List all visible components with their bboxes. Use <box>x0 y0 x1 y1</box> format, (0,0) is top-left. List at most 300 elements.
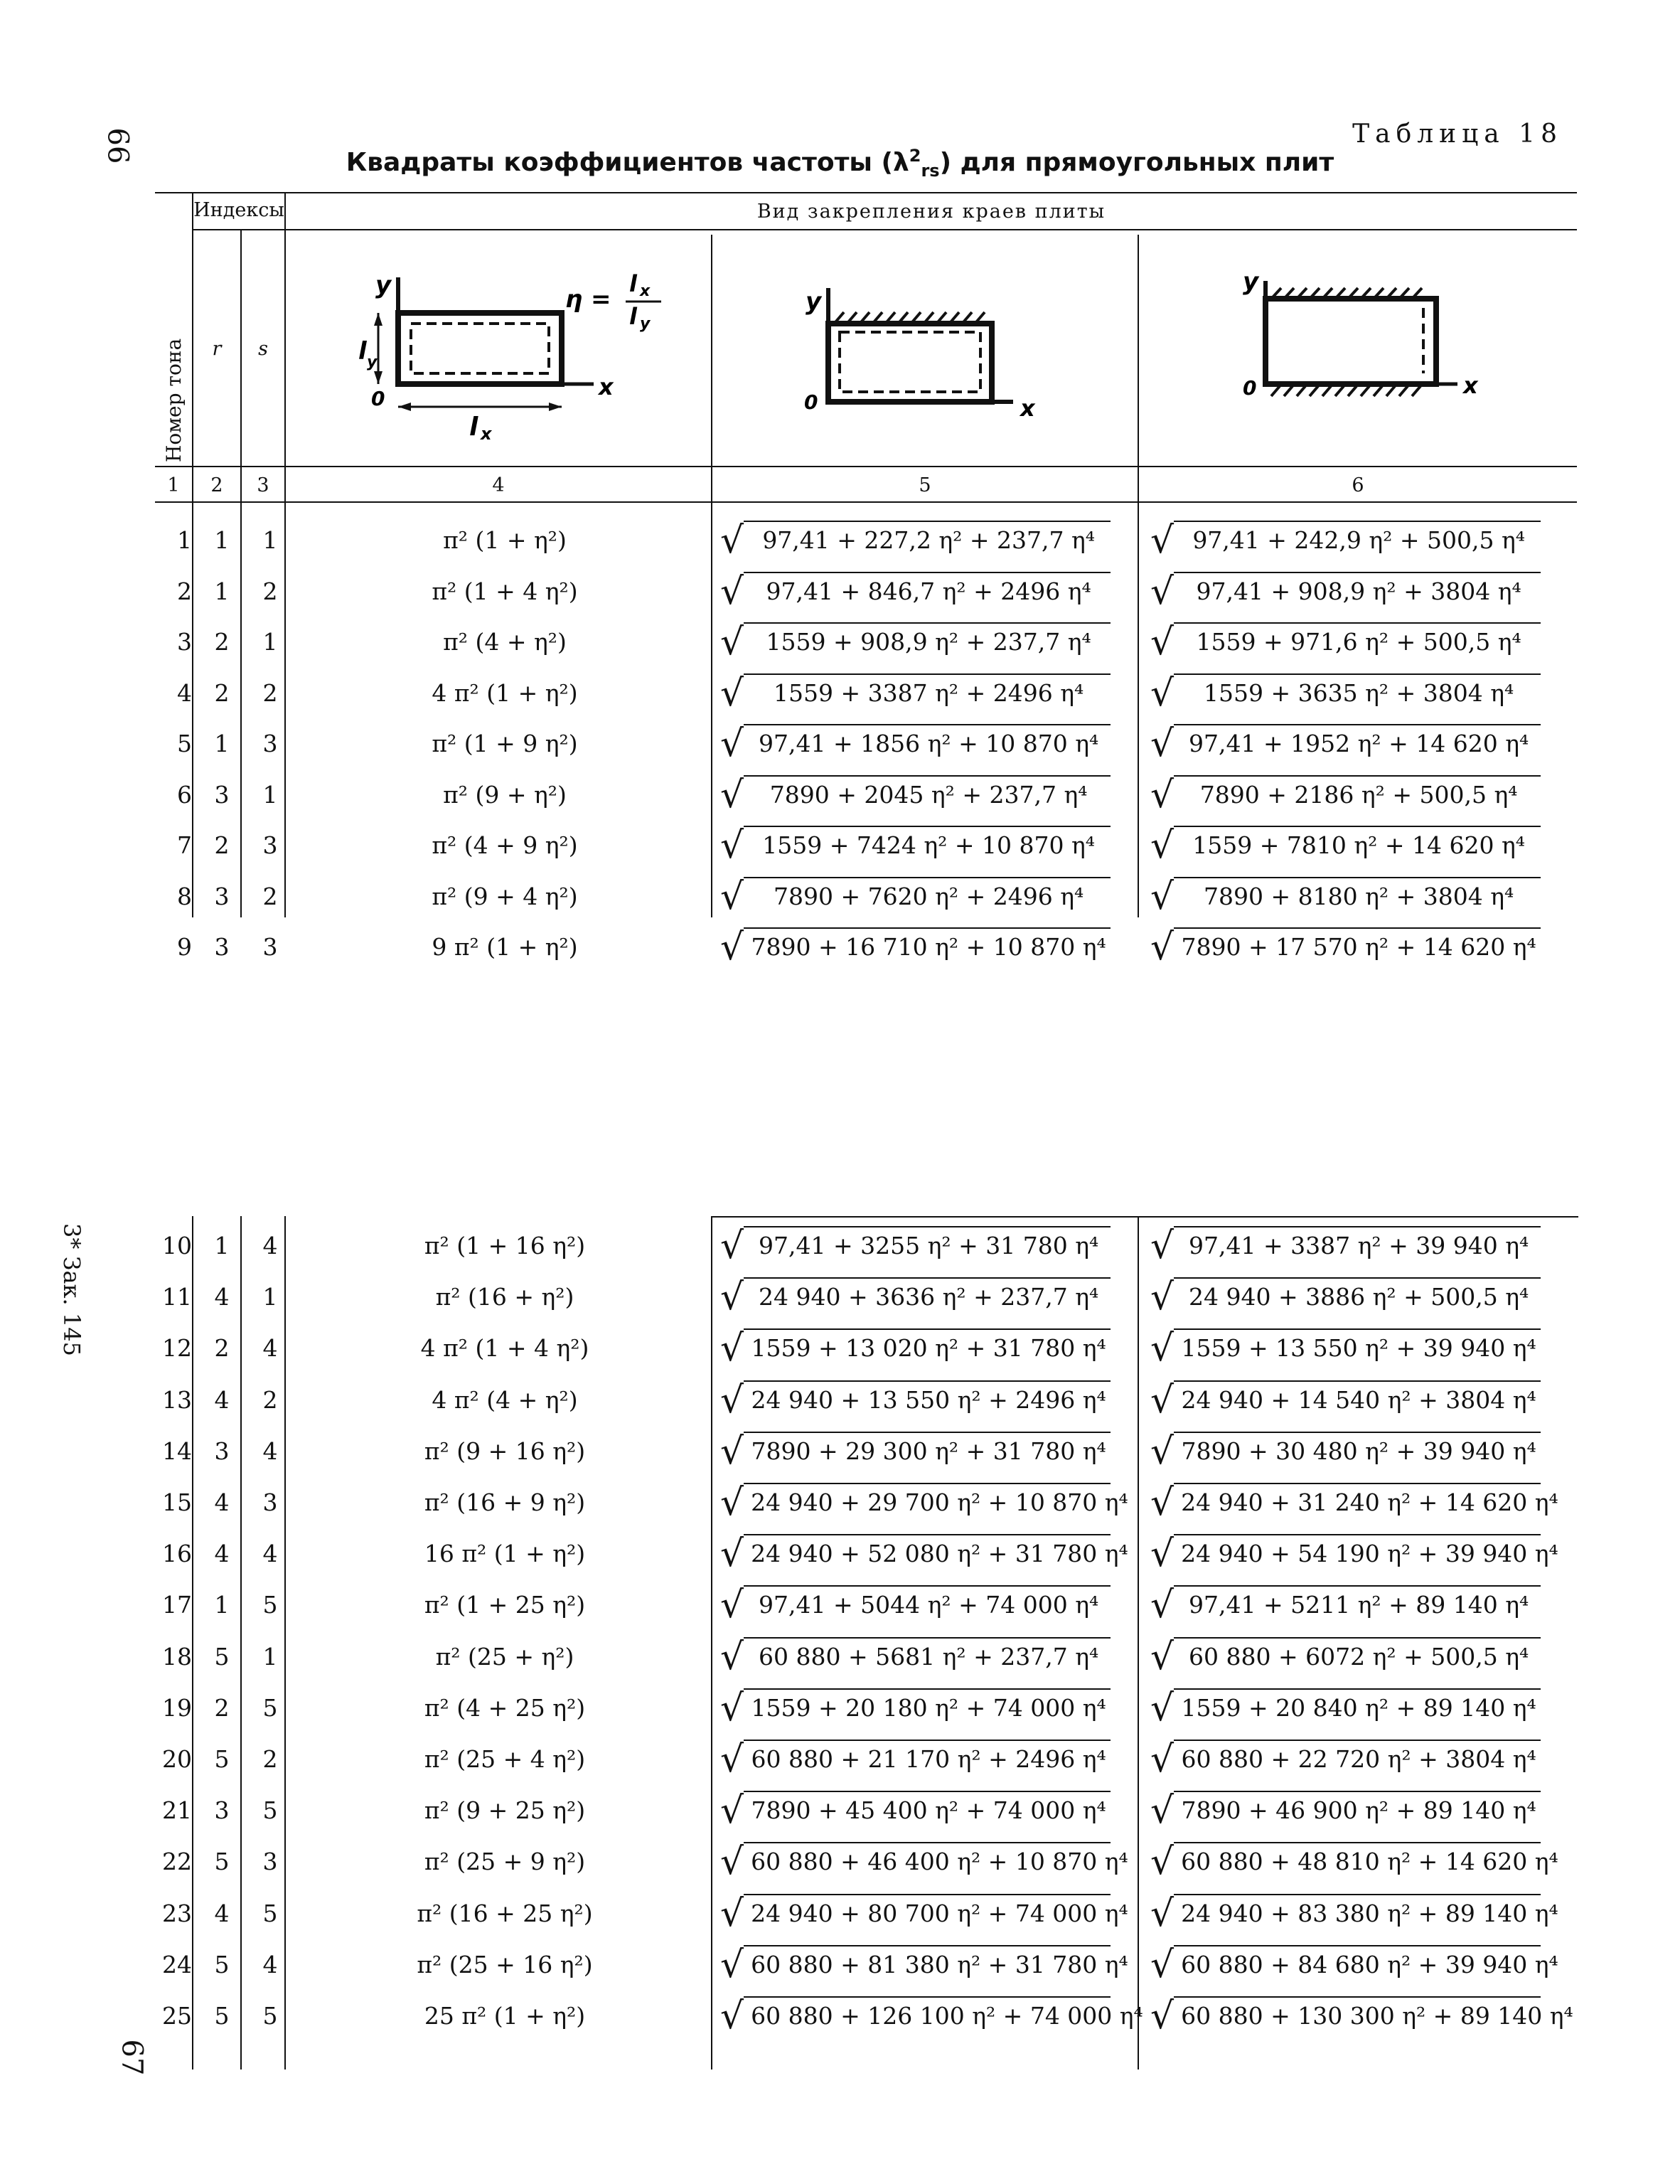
formula-two-edges-clamped-cell <box>1145 1944 1571 1986</box>
formula-two-edges-clamped-cell <box>1145 519 1571 562</box>
d1-eta-label: η = <box>565 285 611 314</box>
sqrt-icon: √ <box>1150 1327 1175 1370</box>
formula-two-edges-clamped-cell <box>1145 1379 1571 1422</box>
table-row <box>0 824 1680 867</box>
tone-number: 15 <box>162 1488 192 1516</box>
tone-number: 24 <box>162 1951 192 1978</box>
formula-two-edges-clamped-cell <box>1145 1327 1571 1370</box>
formula-simply-supported: π² (4 + 9 η²) <box>432 831 578 859</box>
tone-number: 12 <box>162 1334 192 1362</box>
sqrt-icon: √ <box>1150 1738 1175 1781</box>
formula-one-edge-clamped: 1559 + 20 180 η² + 74 000 η⁴ <box>744 1688 1111 1727</box>
formula-simply-supported: 4 π² (4 + η²) <box>432 1386 578 1414</box>
index-s: 2 <box>262 679 278 707</box>
page-number-bottom: 67 <box>115 2039 149 2076</box>
index-s: 3 <box>262 730 278 757</box>
sqrt-icon: √ <box>720 672 744 715</box>
formula-two-edges-clamped-cell <box>1145 1841 1571 1883</box>
tone-number: 22 <box>162 1848 192 1875</box>
formula-two-edges-clamped: 97,41 + 908,9 η² + 3804 η⁴ <box>1174 572 1541 610</box>
formula-one-edge-clamped-cell <box>715 1379 1134 1422</box>
formula-one-edge-clamped-cell <box>715 774 1134 816</box>
table-row <box>0 1687 1680 1730</box>
formula-simply-supported: π² (9 + η²) <box>443 781 567 809</box>
table-row <box>0 570 1680 613</box>
d1-eta-denominator-sub: y <box>640 315 651 333</box>
formula-simply-supported: 25 π² (1 + η²) <box>424 2002 586 2030</box>
sqrt-icon: √ <box>1150 774 1175 816</box>
formula-two-edges-clamped: 1559 + 7810 η² + 14 620 η⁴ <box>1174 826 1541 864</box>
formula-one-edge-clamped-cell <box>715 1430 1134 1473</box>
formula-one-edge-clamped: 60 880 + 21 170 η² + 2496 η⁴ <box>744 1740 1111 1778</box>
formula-one-edge-clamped-cell <box>715 570 1134 613</box>
formula-simply-supported: π² (4 + η²) <box>443 628 567 656</box>
formula-one-edge-clamped-cell <box>715 1533 1134 1575</box>
s-header: s <box>258 338 268 360</box>
index-s: 5 <box>262 1591 278 1619</box>
table-row <box>0 1841 1680 1883</box>
d1-x-label: x <box>599 373 614 400</box>
sqrt-icon: √ <box>1150 1687 1175 1730</box>
table-row <box>0 774 1680 816</box>
tone-number: 20 <box>162 1745 192 1773</box>
tone-number: 17 <box>162 1591 192 1619</box>
formula-one-edge-clamped-cell <box>715 1892 1134 1935</box>
table-label: Таблица 18 <box>1352 119 1563 149</box>
formula-one-edge-clamped: 1559 + 7424 η² + 10 870 η⁴ <box>744 826 1111 864</box>
d1-y-label: y <box>375 271 392 299</box>
formula-two-edges-clamped: 7890 + 17 570 η² + 14 620 η⁴ <box>1174 927 1541 966</box>
formula-two-edges-clamped-cell <box>1145 723 1571 765</box>
formula-simply-supported: π² (25 + 16 η²) <box>417 1951 593 1978</box>
formula-two-edges-clamped: 1559 + 13 550 η² + 39 940 η⁴ <box>1174 1328 1541 1367</box>
formula-simply-supported: π² (1 + 9 η²) <box>432 730 578 757</box>
table-row <box>0 723 1680 765</box>
index-r: 5 <box>214 1951 230 1978</box>
formula-two-edges-clamped: 1559 + 971,6 η² + 500,5 η⁴ <box>1174 622 1541 661</box>
index-r: 3 <box>214 1437 230 1465</box>
formula-two-edges-clamped-cell <box>1145 570 1571 613</box>
formula-simply-supported: 16 π² (1 + η²) <box>424 1540 586 1567</box>
formula-two-edges-clamped: 97,41 + 1952 η² + 14 620 η⁴ <box>1174 724 1541 762</box>
d2-y-label: y <box>806 287 822 316</box>
tone-number: 13 <box>162 1386 192 1414</box>
table-row <box>0 1636 1680 1678</box>
sqrt-icon: √ <box>720 824 744 867</box>
table-row <box>0 1533 1680 1575</box>
formula-one-edge-clamped: 97,41 + 3255 η² + 31 780 η⁴ <box>744 1226 1111 1264</box>
index-r: 1 <box>214 1591 230 1619</box>
sqrt-icon: √ <box>720 1944 744 1986</box>
index-s: 1 <box>262 526 278 554</box>
plate-diagram-one-edge-clamped <box>793 274 1077 430</box>
formula-one-edge-clamped-cell <box>715 1636 1134 1678</box>
formula-simply-supported: π² (16 + 25 η²) <box>417 1900 593 1927</box>
index-r: 5 <box>214 1745 230 1773</box>
index-r: 4 <box>214 1540 230 1567</box>
index-s: 3 <box>262 831 278 859</box>
formula-simply-supported: π² (25 + 4 η²) <box>424 1745 586 1773</box>
table-row <box>0 1995 1680 2037</box>
sqrt-icon: √ <box>1150 875 1175 918</box>
formula-two-edges-clamped-cell <box>1145 824 1571 867</box>
col-number-4: 4 <box>492 474 505 496</box>
sqrt-icon: √ <box>1150 1944 1175 1986</box>
table-row <box>0 519 1680 562</box>
page-number-top: 66 <box>101 127 134 164</box>
formula-two-edges-clamped-cell <box>1145 1995 1571 2037</box>
sqrt-icon: √ <box>1150 1584 1175 1626</box>
colnum-bottom-rule <box>155 501 1577 503</box>
formula-one-edge-clamped-cell <box>715 519 1134 562</box>
sqrt-icon: √ <box>1150 1379 1175 1422</box>
table-row <box>0 1379 1680 1422</box>
header-top-rule <box>155 192 1577 193</box>
formula-simply-supported: π² (1 + 4 η²) <box>432 577 578 605</box>
r-header: r <box>212 338 222 360</box>
table-row <box>0 1276 1680 1319</box>
formula-two-edges-clamped-cell <box>1145 1584 1571 1626</box>
formula-one-edge-clamped-cell <box>715 1327 1134 1370</box>
d1-eta-numerator-sub: x <box>640 282 651 300</box>
sqrt-icon: √ <box>1150 1481 1175 1524</box>
tone-number: 1 <box>177 526 192 554</box>
tone-number: 7 <box>177 831 192 859</box>
col-number-1: 1 <box>167 474 180 496</box>
formula-two-edges-clamped: 60 880 + 48 810 η² + 14 620 η⁴ <box>1174 1842 1541 1880</box>
formula-one-edge-clamped-cell <box>715 1225 1134 1267</box>
formula-one-edge-clamped: 7890 + 7620 η² + 2496 η⁴ <box>744 877 1111 915</box>
formula-one-edge-clamped-cell <box>715 1789 1134 1832</box>
d1-ly-sub: y <box>367 353 378 371</box>
formula-one-edge-clamped-cell <box>715 1738 1134 1781</box>
formula-one-edge-clamped-cell <box>715 1481 1134 1524</box>
index-s: 3 <box>262 1848 278 1875</box>
sqrt-icon: √ <box>720 875 744 918</box>
formula-two-edges-clamped-cell <box>1145 1892 1571 1935</box>
index-s: 1 <box>262 1643 278 1671</box>
lower-top-rule <box>711 1216 1578 1218</box>
sqrt-icon: √ <box>720 1379 744 1422</box>
formula-one-edge-clamped-cell <box>715 1276 1134 1319</box>
tone-number: 11 <box>162 1283 192 1311</box>
formula-simply-supported: 4 π² (1 + η²) <box>432 679 578 707</box>
sqrt-icon: √ <box>1150 1276 1175 1319</box>
d1-eta-numerator: l <box>629 270 637 297</box>
formula-one-edge-clamped-cell <box>715 1584 1134 1626</box>
formula-one-edge-clamped: 1559 + 13 020 η² + 31 780 η⁴ <box>744 1328 1111 1367</box>
formula-two-edges-clamped: 60 880 + 130 300 η² + 89 140 η⁴ <box>1174 1996 1541 2035</box>
formula-one-edge-clamped: 1559 + 908,9 η² + 237,7 η⁴ <box>744 622 1111 661</box>
table-title <box>0 146 1680 181</box>
sqrt-icon: √ <box>720 519 744 562</box>
index-s: 1 <box>262 1283 278 1311</box>
sqrt-icon: √ <box>1150 1636 1175 1678</box>
formula-two-edges-clamped: 97,41 + 3387 η² + 39 940 η⁴ <box>1174 1226 1541 1264</box>
formula-one-edge-clamped: 60 880 + 81 380 η² + 31 780 η⁴ <box>744 1945 1111 1983</box>
formula-two-edges-clamped-cell <box>1145 1687 1571 1730</box>
table-row <box>0 672 1680 715</box>
formula-one-edge-clamped-cell <box>715 926 1134 969</box>
index-r: 1 <box>214 1232 230 1259</box>
sqrt-icon: √ <box>1150 1892 1175 1935</box>
formula-two-edges-clamped: 1559 + 20 840 η² + 89 140 η⁴ <box>1174 1688 1541 1727</box>
d3-origin-label: 0 <box>1243 376 1257 400</box>
formula-one-edge-clamped: 24 940 + 29 700 η² + 10 870 η⁴ <box>744 1483 1111 1521</box>
formula-two-edges-clamped: 24 940 + 54 190 η² + 39 940 η⁴ <box>1174 1534 1541 1572</box>
index-r: 2 <box>214 1694 230 1722</box>
index-s: 3 <box>262 933 278 961</box>
formula-two-edges-clamped-cell <box>1145 672 1571 715</box>
formula-two-edges-clamped-cell <box>1145 1225 1571 1267</box>
header-sub-rule <box>192 229 1577 230</box>
sqrt-icon: √ <box>1150 926 1175 969</box>
sqrt-icon: √ <box>1150 621 1175 664</box>
formula-two-edges-clamped: 7890 + 46 900 η² + 89 140 η⁴ <box>1174 1791 1541 1829</box>
formula-two-edges-clamped-cell <box>1145 1789 1571 1832</box>
sqrt-icon: √ <box>1150 672 1175 715</box>
index-s: 5 <box>262 1900 278 1927</box>
tone-number: 10 <box>162 1232 192 1259</box>
index-r: 3 <box>214 933 230 961</box>
table-row <box>0 1738 1680 1781</box>
formula-two-edges-clamped-cell <box>1145 621 1571 664</box>
sqrt-icon: √ <box>1150 723 1175 765</box>
table-row <box>0 1584 1680 1626</box>
formula-one-edge-clamped-cell <box>715 1944 1134 1986</box>
sqrt-icon: √ <box>720 723 744 765</box>
formula-one-edge-clamped-cell <box>715 1841 1134 1883</box>
sqrt-icon: √ <box>720 1584 744 1626</box>
formula-one-edge-clamped: 7890 + 29 300 η² + 31 780 η⁴ <box>744 1432 1111 1470</box>
index-r: 4 <box>214 1386 230 1414</box>
d2-x-label: x <box>1020 395 1035 422</box>
sqrt-icon: √ <box>1150 1533 1175 1575</box>
tone-number: 4 <box>177 679 192 707</box>
formula-simply-supported: π² (1 + 16 η²) <box>424 1232 586 1259</box>
sqrt-icon: √ <box>1150 570 1175 613</box>
formula-one-edge-clamped: 7890 + 45 400 η² + 74 000 η⁴ <box>744 1791 1111 1829</box>
formula-two-edges-clamped-cell <box>1145 1481 1571 1524</box>
title-sub: rs <box>921 161 940 181</box>
support-type-header: Вид закрепления краев плиты <box>756 201 1106 223</box>
formula-one-edge-clamped: 97,41 + 846,7 η² + 2496 η⁴ <box>744 572 1111 610</box>
index-s: 2 <box>262 577 278 605</box>
formula-two-edges-clamped: 60 880 + 84 680 η² + 39 940 η⁴ <box>1174 1945 1541 1983</box>
sqrt-icon: √ <box>720 1481 744 1524</box>
index-r: 5 <box>214 1848 230 1875</box>
sqrt-icon: √ <box>720 1995 744 2037</box>
tone-number: 9 <box>177 933 192 961</box>
index-s: 1 <box>262 628 278 656</box>
sqrt-icon: √ <box>720 1276 744 1319</box>
sqrt-icon: √ <box>1150 1789 1175 1832</box>
formula-one-edge-clamped: 60 880 + 46 400 η² + 10 870 η⁴ <box>744 1842 1111 1880</box>
index-r: 2 <box>214 1334 230 1362</box>
tone-number: 18 <box>162 1643 192 1671</box>
formula-two-edges-clamped: 7890 + 8180 η² + 3804 η⁴ <box>1174 877 1541 915</box>
formula-simply-supported: π² (16 + η²) <box>435 1283 574 1311</box>
sqrt-icon: √ <box>720 1789 744 1832</box>
tone-number: 23 <box>162 1900 192 1927</box>
sqrt-icon: √ <box>720 1327 744 1370</box>
table-row <box>0 1430 1680 1473</box>
formula-two-edges-clamped: 24 940 + 14 540 η² + 3804 η⁴ <box>1174 1380 1541 1419</box>
d1-lx-label: l <box>469 412 478 441</box>
index-s: 3 <box>262 1488 278 1516</box>
formula-one-edge-clamped-cell <box>715 1995 1143 2037</box>
formula-two-edges-clamped-cell <box>1145 926 1571 969</box>
index-r: 3 <box>214 781 230 809</box>
d2-origin-label: 0 <box>804 390 818 414</box>
index-s: 2 <box>262 1745 278 1773</box>
formula-two-edges-clamped-cell <box>1145 774 1571 816</box>
formula-one-edge-clamped-cell <box>715 621 1134 664</box>
formula-one-edge-clamped: 7890 + 16 710 η² + 10 870 η⁴ <box>744 927 1111 966</box>
index-r: 2 <box>214 628 230 656</box>
sqrt-icon: √ <box>1150 1430 1175 1473</box>
formula-two-edges-clamped-cell <box>1145 1533 1571 1575</box>
sqrt-icon: √ <box>720 926 744 969</box>
table-row <box>0 1892 1680 1935</box>
title-prefix: Квадраты коэффициентов частоты (λ <box>346 148 909 177</box>
formula-one-edge-clamped: 24 940 + 3636 η² + 237,7 η⁴ <box>744 1277 1111 1316</box>
table-row <box>0 875 1680 918</box>
tone-number: 19 <box>162 1694 192 1722</box>
tone-number: 14 <box>162 1437 192 1465</box>
formula-one-edge-clamped: 1559 + 3387 η² + 2496 η⁴ <box>744 673 1111 712</box>
col-number-6: 6 <box>1352 474 1364 496</box>
sqrt-icon: √ <box>720 1841 744 1883</box>
index-r: 5 <box>214 2002 230 2030</box>
formula-one-edge-clamped-cell <box>715 875 1134 918</box>
index-s: 4 <box>262 1334 278 1362</box>
index-r: 1 <box>214 577 230 605</box>
formula-two-edges-clamped: 1559 + 3635 η² + 3804 η⁴ <box>1174 673 1541 712</box>
index-r: 3 <box>214 1796 230 1824</box>
formula-simply-supported: π² (16 + 9 η²) <box>424 1488 586 1516</box>
formula-one-edge-clamped-cell <box>715 824 1134 867</box>
formula-one-edge-clamped-cell <box>715 672 1134 715</box>
formula-two-edges-clamped-cell <box>1145 1430 1571 1473</box>
formula-simply-supported: π² (25 + 9 η²) <box>424 1848 586 1875</box>
formula-simply-supported: π² (1 + 25 η²) <box>424 1591 586 1619</box>
sqrt-icon: √ <box>1150 1225 1175 1267</box>
side-note: 3* Зак. 145 <box>58 1223 85 1356</box>
d3-y-label: y <box>1243 267 1259 296</box>
sqrt-icon: √ <box>720 1738 744 1781</box>
formula-one-edge-clamped: 97,41 + 227,2 η² + 237,7 η⁴ <box>744 521 1111 559</box>
col-number-2: 2 <box>210 474 223 496</box>
d3-x-label: x <box>1463 372 1478 399</box>
sqrt-icon: √ <box>720 570 744 613</box>
sqrt-icon: √ <box>720 1636 744 1678</box>
col-number-3: 3 <box>257 474 269 496</box>
formula-two-edges-clamped: 24 940 + 83 380 η² + 89 140 η⁴ <box>1174 1894 1541 1932</box>
sqrt-icon: √ <box>1150 519 1175 562</box>
table-row <box>0 1225 1680 1267</box>
formula-one-edge-clamped: 97,41 + 5044 η² + 74 000 η⁴ <box>744 1585 1111 1624</box>
formula-simply-supported: 9 π² (1 + η²) <box>432 933 578 961</box>
sqrt-icon: √ <box>1150 1841 1175 1883</box>
tone-number-header: Номер тона <box>162 338 186 462</box>
formula-two-edges-clamped: 24 940 + 3886 η² + 500,5 η⁴ <box>1174 1277 1541 1316</box>
d1-origin-label: 0 <box>371 387 385 410</box>
title-suffix: ) для прямоугольных плит <box>939 148 1334 177</box>
formula-simply-supported: π² (25 + η²) <box>435 1643 574 1671</box>
sqrt-icon: √ <box>1150 824 1175 867</box>
formula-two-edges-clamped: 97,41 + 242,9 η² + 500,5 η⁴ <box>1174 521 1541 559</box>
tone-number: 6 <box>177 781 192 809</box>
formula-one-edge-clamped: 97,41 + 1856 η² + 10 870 η⁴ <box>744 724 1111 762</box>
formula-two-edges-clamped: 7890 + 30 480 η² + 39 940 η⁴ <box>1174 1432 1541 1470</box>
formula-two-edges-clamped-cell <box>1145 1276 1571 1319</box>
tone-number: 2 <box>177 577 192 605</box>
table-row <box>0 1481 1680 1524</box>
sqrt-icon: √ <box>720 621 744 664</box>
formula-two-edges-clamped-cell <box>1145 1738 1571 1781</box>
header-bottom-rule <box>155 466 1577 467</box>
formula-one-edge-clamped: 24 940 + 52 080 η² + 31 780 η⁴ <box>744 1534 1111 1572</box>
d1-ly-label: l <box>358 337 367 366</box>
sqrt-icon: √ <box>1150 1995 1175 2037</box>
index-s: 5 <box>262 1796 278 1824</box>
table-row <box>0 1944 1680 1986</box>
formula-one-edge-clamped: 60 880 + 126 100 η² + 74 000 η⁴ <box>744 1996 1111 2035</box>
formula-one-edge-clamped: 24 940 + 13 550 η² + 2496 η⁴ <box>744 1380 1111 1419</box>
sqrt-icon: √ <box>720 1687 744 1730</box>
formula-one-edge-clamped: 7890 + 2045 η² + 237,7 η⁴ <box>744 775 1111 814</box>
formula-two-edges-clamped: 97,41 + 5211 η² + 89 140 η⁴ <box>1174 1585 1541 1624</box>
formula-two-edges-clamped-cell <box>1145 1636 1571 1678</box>
index-r: 4 <box>214 1283 230 1311</box>
sqrt-icon: √ <box>720 1225 744 1267</box>
table-row <box>0 621 1680 664</box>
formula-simply-supported: π² (9 + 25 η²) <box>424 1796 586 1824</box>
tone-number: 8 <box>177 883 192 910</box>
formula-one-edge-clamped: 24 940 + 80 700 η² + 74 000 η⁴ <box>744 1894 1111 1932</box>
tone-number: 21 <box>162 1796 192 1824</box>
table-row <box>0 1789 1680 1832</box>
formula-two-edges-clamped: 24 940 + 31 240 η² + 14 620 η⁴ <box>1174 1483 1541 1521</box>
d1-eta-denominator: l <box>629 303 637 330</box>
index-r: 3 <box>214 883 230 910</box>
table-row <box>0 1327 1680 1370</box>
index-r: 2 <box>214 679 230 707</box>
index-s: 1 <box>262 781 278 809</box>
formula-one-edge-clamped-cell <box>715 723 1134 765</box>
index-s: 5 <box>262 1694 278 1722</box>
sqrt-icon: √ <box>720 774 744 816</box>
index-r: 1 <box>214 730 230 757</box>
plate-diagram-two-edges-clamped <box>1237 267 1521 423</box>
formula-simply-supported: 4 π² (1 + 4 η²) <box>420 1334 589 1362</box>
index-s: 5 <box>262 2002 278 2030</box>
index-r: 4 <box>214 1488 230 1516</box>
index-r: 4 <box>214 1900 230 1927</box>
index-s: 2 <box>262 883 278 910</box>
index-s: 4 <box>262 1951 278 1978</box>
title-sup: 2 <box>909 146 921 166</box>
formula-simply-supported: π² (4 + 25 η²) <box>424 1694 586 1722</box>
index-s: 4 <box>262 1437 278 1465</box>
d1-lx-sub: x <box>481 424 492 441</box>
formula-two-edges-clamped-cell <box>1145 875 1571 918</box>
tone-number: 3 <box>177 628 192 656</box>
formula-simply-supported: π² (9 + 16 η²) <box>424 1437 586 1465</box>
table-row <box>0 926 1680 969</box>
index-r: 1 <box>214 526 230 554</box>
